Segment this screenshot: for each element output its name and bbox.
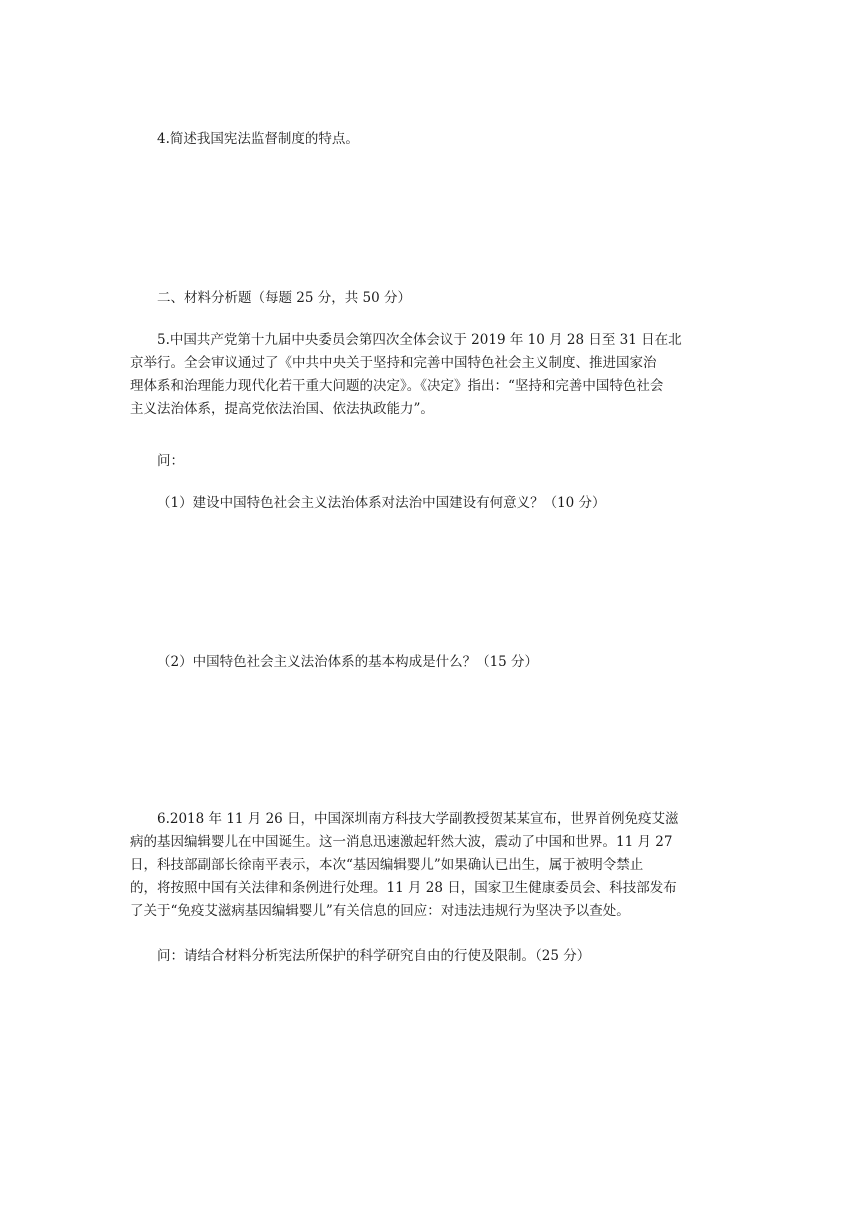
question-5-ask: 问： <box>157 453 184 469</box>
q5-line-4: 主义法治体系，提高党依法治国、依法执政能力”。 <box>130 401 434 417</box>
question-5-sub-2: （2）中国特色社会主义法治体系的基本构成是什么？（15 分） <box>157 654 539 670</box>
q6-line-3: 日，科技部副部长徐南平表示，本次“基因编辑婴儿”如果确认已出生，属于被明令禁止 <box>130 857 644 873</box>
question-4: 4.简述我国宪法监督制度的特点。 <box>157 131 359 147</box>
question-6-ask: 问：请结合材料分析宪法所保护的科学研究自由的行使及限制。（25 分） <box>157 948 591 964</box>
q6-line-1: 6.2018 年 11 月 26 日，中国深圳南方科技大学副教授贺某某宣布，世界首例免疫艾滋 <box>157 811 679 827</box>
question-5-material <box>130 329 735 421</box>
section-2-heading: 二、材料分析题（每题 25 分，共 50 分） <box>157 290 412 306</box>
question-6-material <box>130 808 735 923</box>
q5-line-3: 理体系和治理能力现代化若干重大问题的决定》。《决定》指出：“坚持和完善中国特色社会 <box>130 378 664 394</box>
q5-line-2: 京举行。全会审议通过了《中共中央关于坚持和完善中国特色社会主义制度、推进国家治 <box>130 355 657 371</box>
q6-line-2: 病的基因编辑婴儿在中国诞生。这一消息迅速激起轩然大波，震动了中国和世界。11 月 27 <box>130 834 673 850</box>
q5-line-1: 5.中国共产党第十九届中央委员会第四次全体会议于 2019 年 10 月 28 日至 31 日在北 <box>157 332 682 348</box>
question-5-sub-1: （1）建设中国特色社会主义法治体系对法治中国建设有何意义？（10 分） <box>157 495 606 511</box>
q6-line-5: 了关于“免疫艾滋病基因编辑婴儿”有关信息的回应：对违法违规行为坚决予以查处。 <box>130 903 630 919</box>
q6-line-4: 的，将按照中国有关法律和条例进行处理。11 月 28 日，国家卫生健康委员会、科技部发布 <box>130 880 677 896</box>
